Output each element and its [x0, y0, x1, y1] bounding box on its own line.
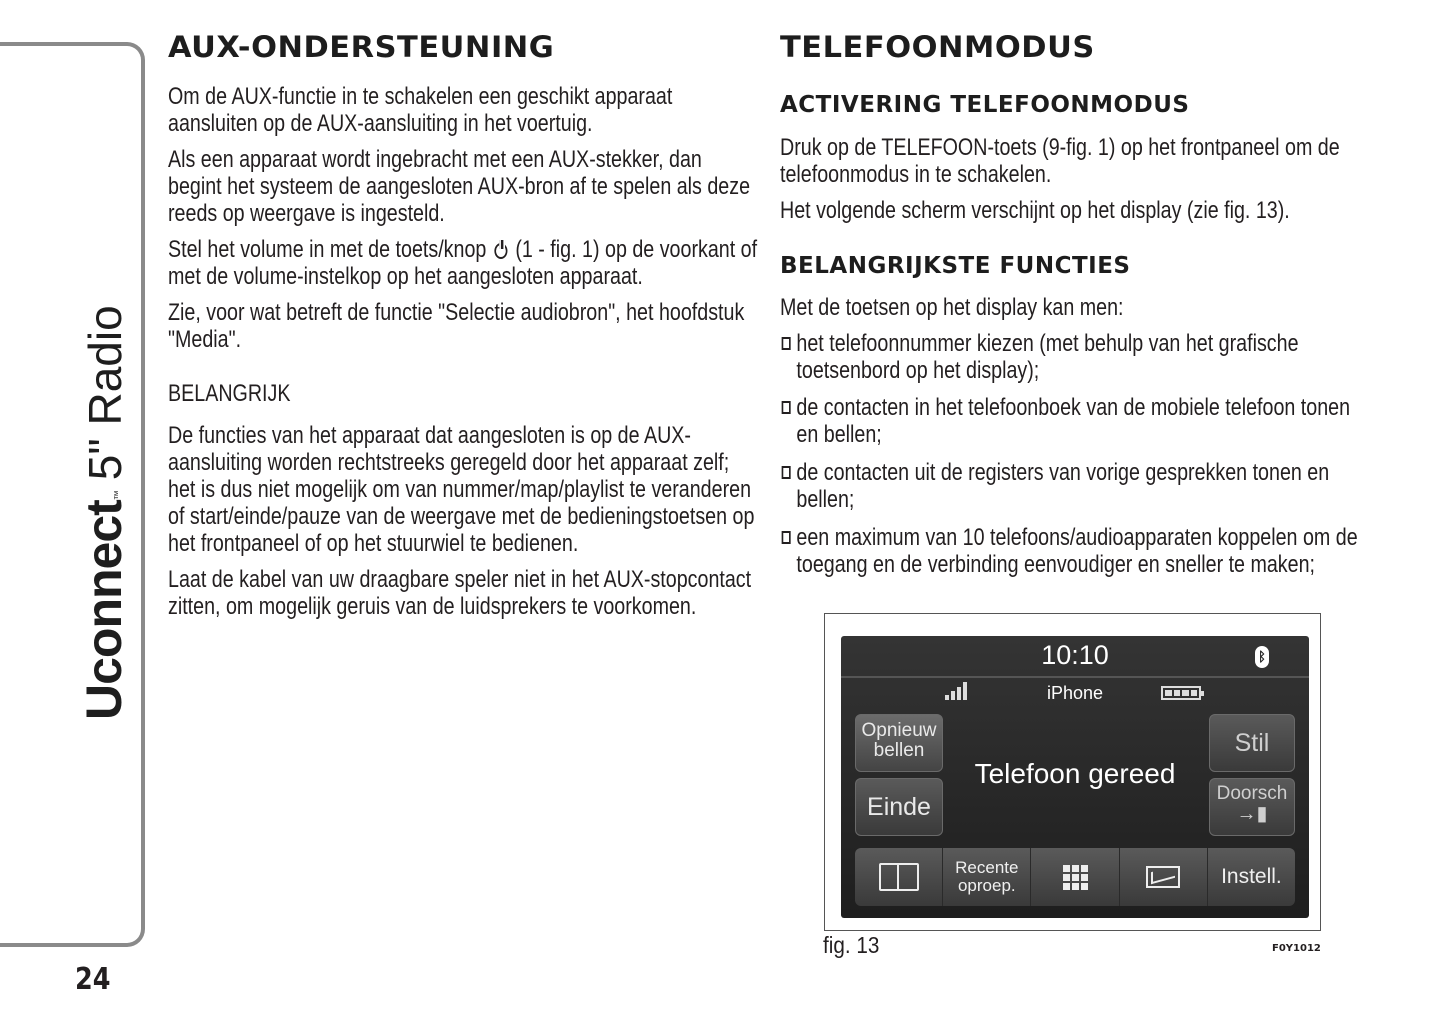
subsection-title: BELANGRIJKSTE FUNCTIES: [780, 253, 1131, 279]
right-column: [780, 30, 1370, 578]
subsection-title: ACTIVERING TELEFOONMODUS: [780, 92, 1190, 118]
list-item: een maximum van 10 telefoons/audioapparaten koppelen om de toegang en de verbinding eenvoudiger en sneller te maken;: [780, 524, 1370, 578]
checkbox-bullet-icon: [782, 337, 791, 350]
paragraph: De functies van het apparaat dat aangesloten is op de AUX-aansluiting worden rechtstreeks geregeld door het apparaat zelf; het is dus niet mogelijk om van nummer/map/playlist te veranderen of start/einde/pauze van de weergave met de bedieningstoetsen op het frontpaneel of op het stuurwiel te bedienen.: [168, 422, 755, 557]
figure-caption: fig. 13: [823, 932, 880, 958]
chapter-label: [75, 305, 133, 720]
checkbox-bullet-icon: [782, 401, 791, 414]
paragraph-text: (1 - fig. 1) op de voorkant of met de volume-instelkop op het aangesloten apparaat.: [168, 236, 758, 290]
paragraph: Om de AUX-functie in te schakelen een geschikt apparaat aansluiten op de AUX-aansluiting in het voertuig.: [168, 83, 673, 137]
phone-screen: [841, 636, 1309, 918]
mute-button[interactable]: Stil: [1209, 714, 1295, 772]
transfer-label: Doorsch: [1216, 783, 1288, 804]
figure-code: F0Y1012: [1272, 943, 1321, 954]
paragraph: Druk op de TELEFOON-toets (9-fig. 1) op het frontpaneel om de telefoonmodus in te schakelen.: [780, 134, 1340, 188]
messages-button[interactable]: [1120, 848, 1208, 906]
trademark: ™: [113, 490, 124, 501]
power-icon: [494, 243, 507, 259]
paragraph: Als een apparaat wordt ingebracht met een AUX-stekker, dan begint het systeem de aangesloten AUX-bron af te spelen als deze reeds op weergave is ingesteld.: [168, 146, 751, 227]
paragraph: Met de toetsen op het display kan men:: [780, 294, 1124, 321]
figure-frame: [824, 613, 1321, 931]
checkbox-bullet-icon: [782, 531, 791, 544]
keypad-icon: [1063, 865, 1088, 890]
paragraph: [168, 236, 758, 290]
settings-button[interactable]: Instell.: [1221, 865, 1282, 888]
section-title-phone: TELEFOONMODUS: [780, 30, 1095, 64]
bluetooth-icon: ᛒ: [1255, 646, 1269, 668]
divider: [841, 676, 1309, 678]
phonebook-icon: [879, 863, 919, 891]
recent-calls-button[interactable]: Recente oproep.: [943, 848, 1031, 906]
keypad-button[interactable]: [1031, 848, 1119, 906]
page-number: 24: [75, 962, 111, 997]
paragraph-text: Stel het volume in met de toets/knop: [168, 236, 487, 263]
chapter-title: 5" Radio: [79, 305, 131, 481]
important-label: BELANGRIJK: [168, 380, 291, 407]
checkbox-bullet-icon: [782, 466, 791, 479]
transfer-button[interactable]: [1209, 778, 1295, 836]
redial-button[interactable]: Opnieuw bellen: [855, 714, 943, 772]
list-item: de contacten in het telefoonboek van de mobiele telefoon tonen en bellen;: [780, 394, 1370, 448]
list-item: de contacten uit de registers van vorige gesprekken tonen en bellen;: [780, 459, 1370, 513]
paragraph: Het volgende scherm verschijnt op het display (zie fig. 13).: [780, 197, 1290, 224]
end-call-button[interactable]: Einde: [855, 778, 943, 836]
transfer-icon: →▮: [1236, 803, 1268, 825]
section-title-aux: AUX-ONDERSTEUNING: [168, 30, 555, 64]
device-name: iPhone: [1046, 683, 1104, 703]
paragraph: Laat de kabel van uw draagbare speler niet in het AUX-stopcontact zitten, om mogelijk geruis van de luidsprekers te voorkomen.: [168, 566, 752, 620]
clock: 10:10: [1041, 640, 1109, 670]
message-icon: [1146, 866, 1180, 888]
list-item: het telefoonnummer kiezen (met behulp van het grafische toetsenbord op het display);: [780, 330, 1370, 384]
paragraph: Zie, voor wat betreft de functie "Selectie audiobron", het hoofdstuk "Media".: [168, 299, 745, 353]
battery-icon: [1161, 686, 1201, 700]
uconnect-logo: Uconnect: [76, 500, 132, 720]
phonebook-button[interactable]: [855, 848, 943, 906]
phone-toolbar: [855, 848, 1295, 906]
phone-status: Telefoon gereed: [974, 758, 1176, 789]
left-column: [168, 30, 758, 620]
